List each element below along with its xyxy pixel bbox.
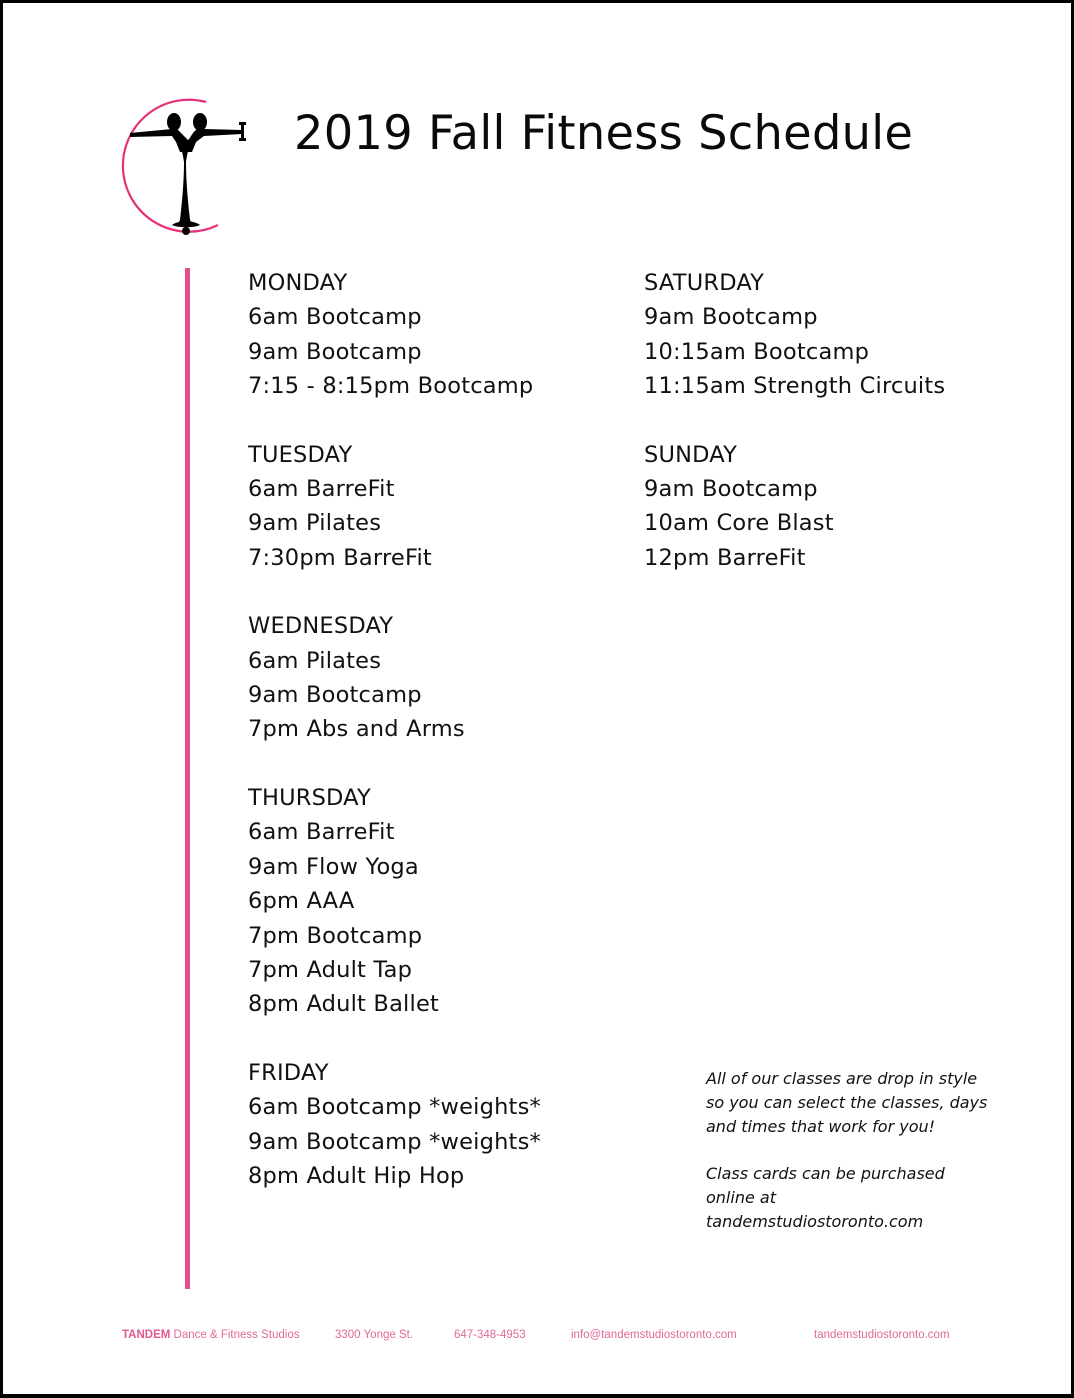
class-item: 9am Bootcamp [644,476,818,503]
class-item: 9am Bootcamp [248,682,422,709]
day-heading: WEDNESDAY [248,613,394,640]
day-friday [248,1056,541,1194]
class-item: 6am Bootcamp [248,304,422,331]
tandem-dancers-logo-icon [118,92,258,237]
day-heading: TUESDAY [248,441,353,468]
day-sunday [644,438,945,576]
schedule-left-column [248,266,541,1227]
day-heading: SUNDAY [644,441,738,468]
drop-in-note [706,1067,1026,1257]
day-tuesday [248,438,541,576]
class-item: 10am Core Blast [644,510,834,537]
footer-studio-label: Dance & Fitness Studios [173,1329,300,1341]
note-website-text: tandemstudiostoronto.com [706,1211,924,1231]
footer-studio-name [122,1329,299,1341]
footer-email-link[interactable]: info@tandemstudiostoronto.com [571,1329,737,1341]
footer-phone: 647-348-4953 [454,1329,526,1341]
class-item: 10:15am Bootcamp [644,338,870,365]
page-title: 2019 Fall Fitness Schedule [294,106,914,161]
class-item: 8pm Adult Ballet [248,991,440,1018]
day-heading: MONDAY [248,270,348,296]
note-line: online at [706,1187,776,1207]
class-item: 7pm Bootcamp [248,922,423,949]
day-wednesday [248,609,541,747]
class-item: 12pm BarreFit [644,544,806,571]
class-item: 9am Bootcamp *weights* [248,1128,541,1155]
class-item: 9am Flow Yoga [248,853,419,880]
day-heading: THURSDAY [248,784,371,811]
class-item: 11:15am Strength Circuits [644,373,946,400]
class-item: 6am Bootcamp *weights* [248,1094,541,1121]
day-heading: FRIDAY [248,1059,329,1086]
day-heading: SATURDAY [644,270,765,296]
day-thursday [248,781,541,1022]
class-item: 6am Pilates [248,647,382,674]
footer-brand: TANDEM [122,1329,171,1341]
class-item: 7:30pm BarreFit [248,544,432,571]
class-item: 7pm Abs and Arms [248,716,465,743]
class-item: 7pm Adult Tap [248,956,413,983]
footer [0,1329,1074,1347]
day-saturday [644,266,945,404]
class-item: 6am BarreFit [248,476,395,503]
day-monday [248,266,541,404]
note-paragraph-drop-in [706,1067,1026,1138]
note-line: and times that work for you! [706,1116,936,1136]
class-item: 9am Bootcamp [644,304,818,331]
note-line: so you can select the classes, days [706,1092,988,1112]
accent-bar [185,268,190,1289]
schedule-right-column [644,266,945,609]
class-item: 8pm Adult Hip Hop [248,1162,465,1189]
class-item: 9am Bootcamp [248,338,422,365]
note-line: All of our classes are drop in style [706,1069,978,1088]
footer-website-link[interactable]: tandemstudiostoronto.com [814,1329,950,1341]
class-item: 7:15 - 8:15pm Bootcamp [248,373,534,400]
note-paragraph-class-cards [706,1162,1026,1233]
tandem-logo [118,92,258,237]
class-item: 9am Pilates [248,510,382,537]
note-line: Class cards can be purchased [706,1164,945,1184]
class-item: 6am BarreFit [248,819,395,846]
footer-address: 3300 Yonge St. [335,1329,414,1341]
class-item: 6pm AAA [248,888,355,915]
